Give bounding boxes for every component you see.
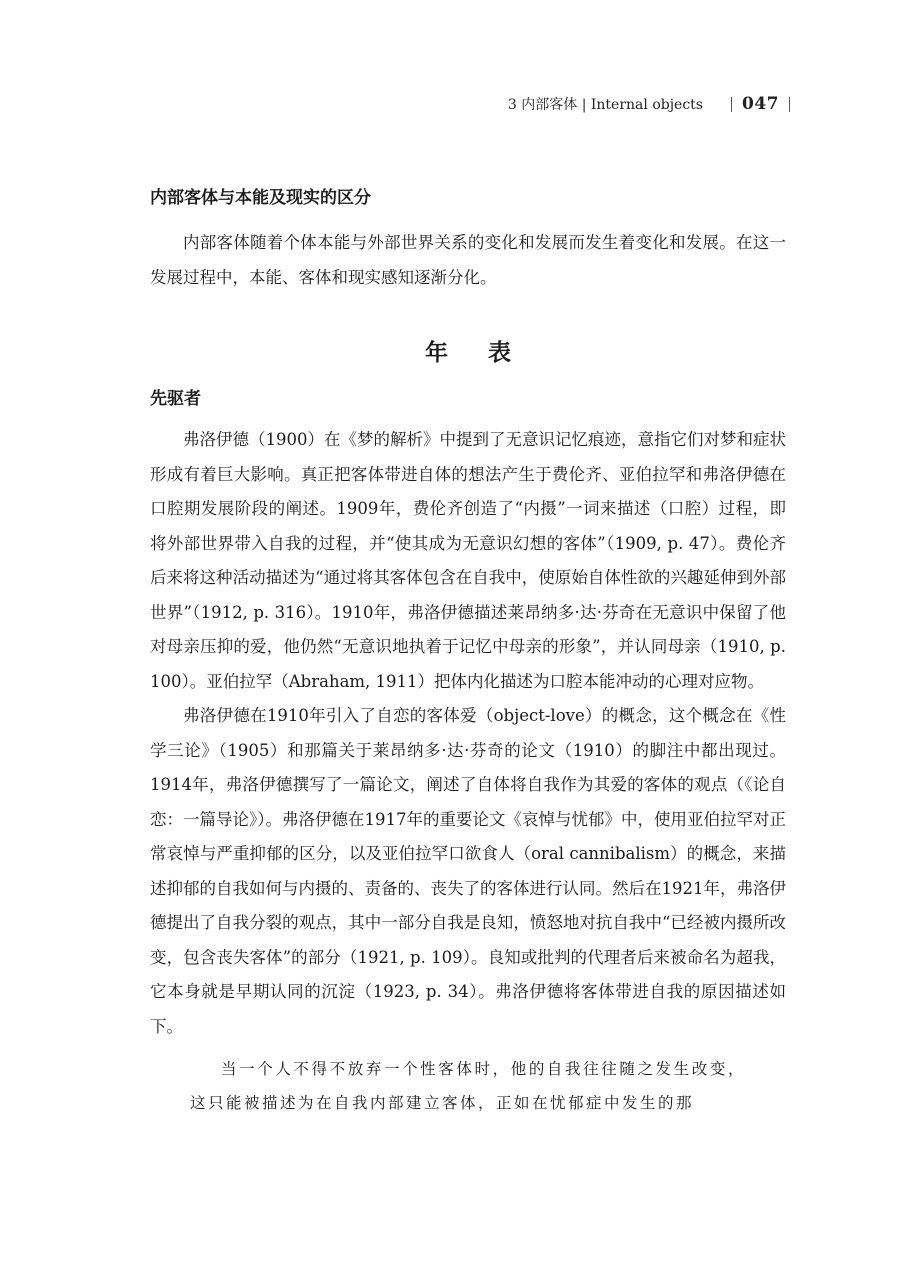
page-number: 047 xyxy=(742,94,779,114)
body-paragraph: 弗洛伊德在1910年引入了自恋的客体爱（object-love）的概念，这个概念在《性学三论》（1905）和那篇关于莱昂纳多·达·芬奇的论文（1910）的脚注中都出现过。1914年，弗洛伊德撰写了一篇论文，阐述了自体将自我作为其爱的客体的观点（《论自恋：一篇导论》）。弗洛伊德在1917年的重要论文《哀悼与忧郁》中，使用亚伯拉罕对正常哀悼与严重抑郁的区分，以及亚伯拉罕口欲食人（oral cannibalism）的概念，来描述抑郁的自我如何与内摄的、责备的、丧失了的客体进行认同。然后在1921年，弗洛伊德提出了自我分裂的观点，其中一部分自我是良知，愤怒地对抗自我中“已经被内摄所改变，包含丧失客体”的部分（1921, p. 109）。良知或批判的代理者后来被命名为超我，它本身就是早期认同的沉淀（1923, p. 34）。弗洛伊德将客体带进自我的原因描述如下。 xyxy=(150,706,786,1036)
running-header xyxy=(0,92,800,116)
section-heading: 内部客体与本能及现实的区分 xyxy=(150,188,371,208)
chronology-title: 年表 xyxy=(425,340,551,366)
page-body xyxy=(150,184,786,1120)
section-paragraph: 内部客体随着个体本能与外部世界关系的变化和发展而发生着变化和发展。在这一发展过程中，本能、客体和现实感知逐渐分化。 xyxy=(150,233,786,287)
body-paragraph: 弗洛伊德（1900）在《梦的解析》中提到了无意识记忆痕迹，意指它们对梦和症状形成有着巨大影响。真正把客体带进自体的想法产生于费伦齐、亚伯拉罕和弗洛伊德在口腔期发展阶段的阐述。1909年，费伦齐创造了“内摄”一词来描述（口腔）过程，即将外部世界带入自我的过程，并“使其成为无意识幻想的客体”（1909, p. 47）。费伦齐后来将这种活动描述为“通过将其客体包含在自我中，使原始自体性欲的兴趣延伸到外部世界”（1912, p. 316）。1910年，弗洛伊德描述莱昂纳多·达·芬奇在无意识中保留了他对母亲压抑的爱，他仍然“无意识地执着于记忆中母亲的形象”，并认同母亲（1910, p. 100）。亚伯拉罕（Abraham, 1911）把体内化描述为口腔本能冲动的心理对应物。 xyxy=(150,430,786,691)
chapter-title: 3 内部客体 | Internal objects xyxy=(507,97,703,113)
header-divider-left xyxy=(731,97,732,112)
chronology-subheading: 先驱者 xyxy=(150,389,201,409)
block-quote: 当一个人不得不放弃一个性客体时，他的自我往往随之发生改变，这只能被描述为在自我内部建立客体，正如在忧郁症中发生的那 xyxy=(190,1060,746,1112)
header-divider-right xyxy=(789,97,790,112)
